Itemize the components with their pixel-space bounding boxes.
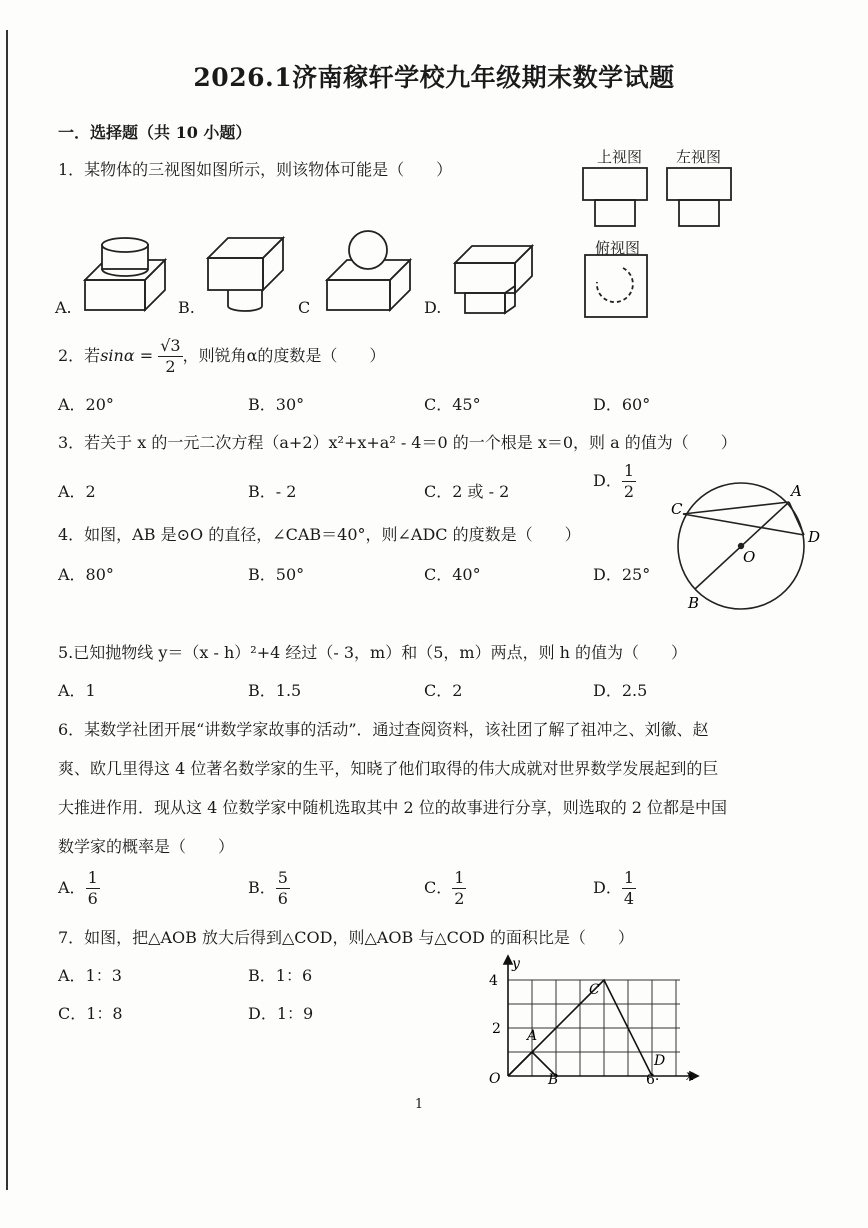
- q2-function: sinα: [100, 346, 135, 365]
- q1-option-b: B.: [178, 298, 195, 317]
- q1-option-c: C: [298, 298, 311, 317]
- q6-option-b-numerator: 5: [277, 868, 288, 887]
- option-d-solid: [455, 246, 532, 313]
- q6-option-a-numerator: 1: [87, 868, 98, 887]
- q5-option-d: D．2.5: [593, 681, 648, 700]
- option-c-solid: [327, 231, 410, 310]
- q5-option-a: A．1: [58, 681, 96, 700]
- q6-option-d-numerator: 1: [623, 868, 635, 887]
- q2-denominator: 2: [165, 357, 176, 376]
- point-c: C: [589, 982, 600, 998]
- tick-2: 2: [492, 1021, 501, 1037]
- scan-edge-line: [6, 30, 8, 1190]
- q7-option-a: A．1：3: [58, 966, 122, 985]
- q3-option-d-numerator: 1: [623, 461, 635, 480]
- tick-6: 6·: [646, 1072, 660, 1088]
- q6-option-c-numerator: 1: [454, 868, 465, 887]
- label-b: B: [688, 594, 700, 612]
- option-b-solid: [208, 238, 283, 311]
- q1-front-view-label: 上视图: [597, 148, 643, 166]
- q3-option-a: A．2: [58, 482, 96, 501]
- label-c: C: [671, 500, 683, 518]
- q6-option-c-fraction: [452, 870, 466, 907]
- q2-stem-prefix: 2．若: [58, 346, 101, 365]
- q6-option-a-fraction: [86, 870, 100, 907]
- q7-option-c: C．1：8: [58, 1004, 123, 1023]
- y-axis-arrow: [504, 956, 512, 964]
- q6-option-d: [593, 870, 636, 907]
- q2-fraction: [158, 338, 182, 375]
- q6-option-c-label: C．: [424, 878, 453, 897]
- label-d: D: [808, 528, 821, 546]
- q5-option-b: B．1.5: [248, 681, 302, 700]
- q6-option-b-label: B．: [248, 878, 276, 897]
- q3-option-d-label: D．: [593, 471, 622, 490]
- q6-option-a-label: A．: [58, 878, 86, 897]
- q7-grid-figure: [480, 952, 700, 1088]
- q6-option-d-fraction: [622, 870, 636, 907]
- q1-three-views-figure: [575, 160, 735, 325]
- q1-top-view-label: 俯视图: [595, 239, 641, 257]
- q2-option-a: A．20°: [58, 395, 114, 414]
- q4-circle-figure: [668, 478, 828, 614]
- q3-option-d: [593, 463, 636, 500]
- q6-line-3: 大推进作用．现从这 4 位数学家中随机选取其中 2 位的故事进行分享，则选取的 2 位都是中国: [58, 798, 728, 817]
- q5-option-c: C．2: [424, 681, 463, 700]
- q6-option-b: [248, 870, 290, 907]
- q1-options-figure: [80, 228, 560, 320]
- q4-stem: 4．如图，AB 是⊙O 的直径，∠CAB＝40°，则∠ADC 的度数是（ ）: [58, 525, 581, 544]
- q4-option-b: B．50°: [248, 565, 305, 584]
- left-view-top-rect: [667, 168, 731, 200]
- section-heading: 一．选择题（共 10 小题）: [58, 123, 252, 142]
- page-title: 2026.1济南稼轩学校九年级期末数学试题: [193, 63, 675, 92]
- x-label: x: [686, 1068, 694, 1084]
- tick-4: 4: [489, 973, 498, 989]
- label-a: A: [791, 482, 802, 500]
- q6-option-b-fraction: [276, 870, 290, 907]
- q3-option-d-denominator: 2: [623, 482, 635, 501]
- q6-option-a: [58, 870, 100, 907]
- point-b: B: [548, 1072, 559, 1088]
- q5-stem: 5.已知抛物线 y＝（x - h）²+4 经过（- 3，m）和（5，m）两点，则 h 的值为（ ）: [58, 643, 688, 662]
- q6-line-4: 数学家的概率是（ ）: [58, 837, 235, 856]
- origin-o: O: [489, 1071, 501, 1087]
- q3-option-c: C．2 或 - 2: [424, 482, 510, 501]
- q4-option-a: A．80°: [58, 565, 114, 584]
- q6-option-d-denominator: 4: [623, 889, 635, 908]
- q1-stem: 1．某物体的三视图如图所示，则该物体可能是（ ）: [58, 160, 453, 179]
- chord-ad: [789, 502, 804, 535]
- top-view-square: [585, 255, 647, 317]
- left-view-bottom-rect: [679, 200, 719, 226]
- q6-option-d-label: D．: [593, 878, 622, 897]
- q1-option-d: D.: [424, 298, 442, 317]
- q7-stem: 7．如图，把△AOB 放大后得到△COD，则△AOB 与△COD 的面积比是（ ）: [58, 928, 634, 947]
- option-a-solid: [85, 238, 165, 310]
- q2-stem-suffix: ，则锐角α的度数是（ ）: [182, 346, 386, 365]
- q4-option-c: C．40°: [424, 565, 481, 584]
- q6-line-2: 爽、欧几里得这 4 位著名数学家的生平，知晓了他们取得的伟大成就对世界数学发展起到的巨: [58, 759, 719, 778]
- q7-option-d: D．1：9: [248, 1004, 314, 1023]
- label-o: O: [743, 548, 756, 566]
- q6-line-1: 6．某数学社团开展“讲数学家故事的活动”．通过查阅资料，该社团了解了祖冲之、刘徽、赵: [58, 720, 709, 739]
- front-view-bottom-rect: [595, 200, 635, 226]
- page-number: 1: [414, 1097, 424, 1112]
- q2-equals: =: [139, 346, 154, 365]
- q1-left-view-label: 左视图: [676, 148, 722, 166]
- q3-option-d-fraction: [622, 463, 636, 500]
- q2-option-c: C．45°: [424, 395, 481, 414]
- q2-option-d: D．60°: [593, 395, 651, 414]
- q3-stem: 3．若关于 x 的一元二次方程（a+2）x²+x+a² - 4＝0 的一个根是 x＝0，则 a 的值为（ ）: [58, 433, 737, 452]
- q3-option-b: B．- 2: [248, 482, 297, 501]
- point-a: A: [527, 1028, 538, 1044]
- q2-stem: [58, 338, 385, 375]
- q1-option-a: A.: [55, 298, 72, 317]
- q7-option-b: B．1：6: [248, 966, 313, 985]
- q6-option-a-denominator: 6: [87, 889, 98, 908]
- q2-numerator: √3: [160, 336, 181, 355]
- chord-cd: [683, 514, 804, 535]
- top-view-dashed-circle: [597, 268, 633, 302]
- front-view-top-rect: [583, 168, 647, 200]
- q6-option-b-denominator: 6: [277, 889, 288, 908]
- q4-option-d: D．25°: [593, 565, 651, 584]
- chord-ca: [683, 502, 789, 514]
- q2-option-b: B．30°: [248, 395, 305, 414]
- y-label: y: [512, 956, 520, 972]
- point-d: D: [654, 1053, 666, 1069]
- q6-option-c-denominator: 2: [454, 889, 465, 908]
- q6-option-c: [424, 870, 466, 907]
